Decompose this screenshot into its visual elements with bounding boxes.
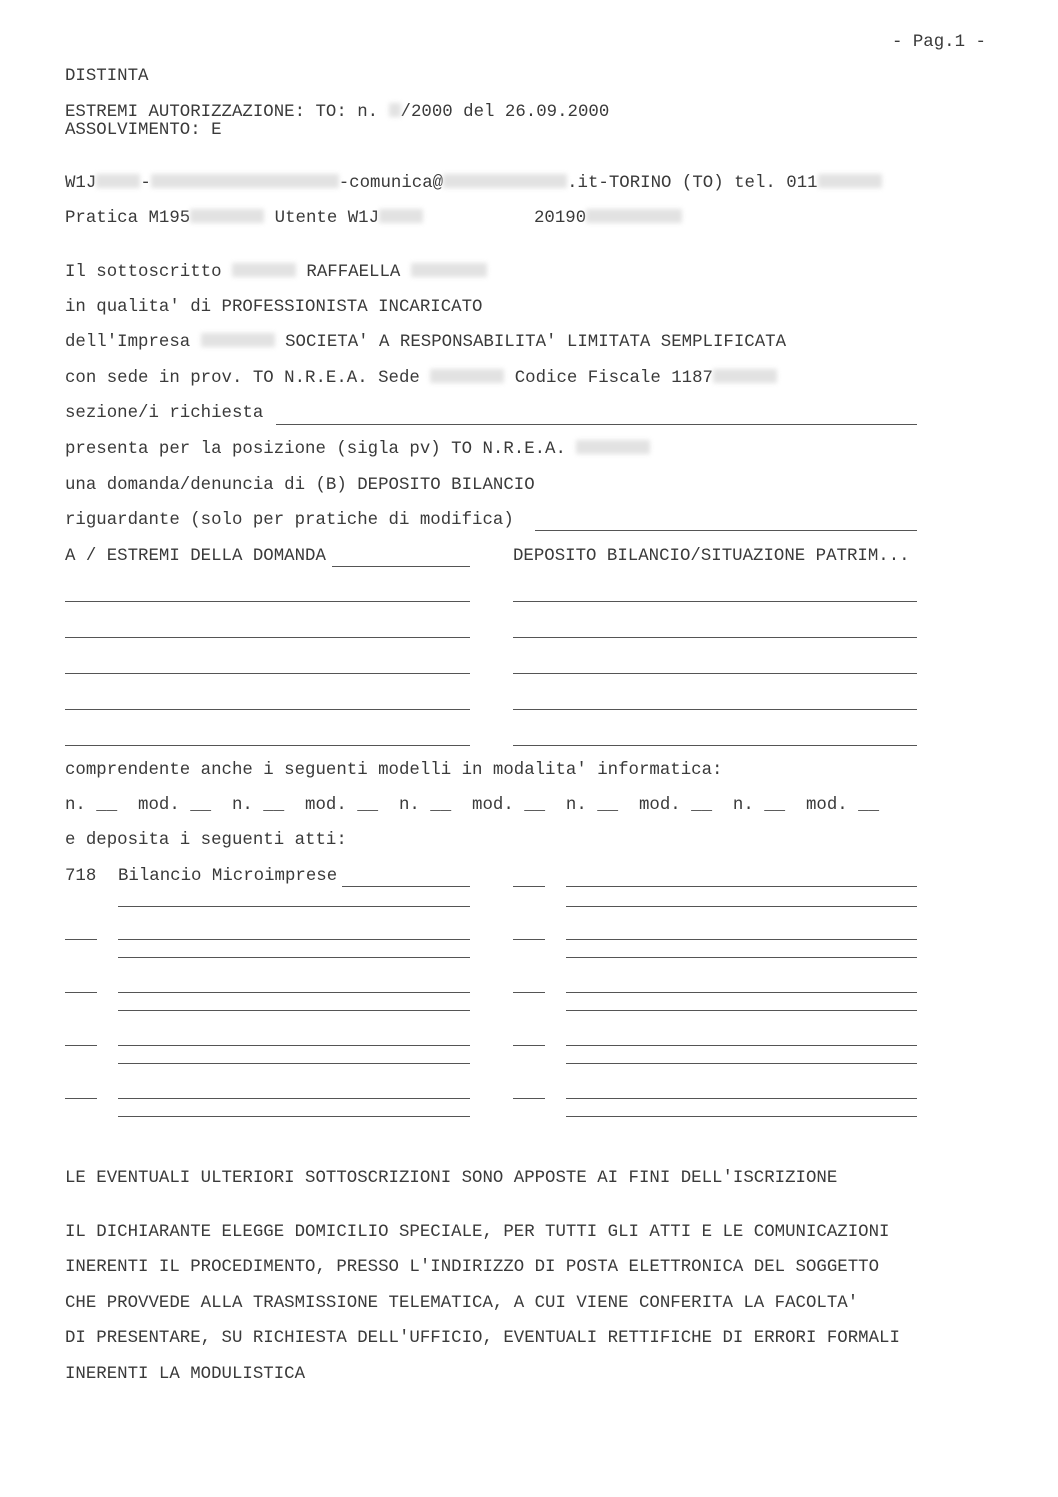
atto-name: Bilancio Microimprese	[118, 867, 338, 886]
blank-line	[513, 939, 545, 940]
sender-sep: -	[140, 174, 151, 193]
presenta-label: presenta per la posizione (sigla pv) TO N.R.E.A.	[65, 440, 577, 459]
sezione-label: sezione/i richiesta	[65, 404, 274, 423]
pratica-line	[65, 209, 423, 229]
blank-line	[513, 745, 917, 746]
blank-line	[65, 992, 97, 993]
sottoscrizioni-note: LE EVENTUALI ULTERIORI SOTTOSCRIZIONI SONO APPOSTE AI FINI DELL'ISCRIZIONE	[65, 1169, 838, 1188]
sender-email-prefix: -comunica@	[338, 174, 444, 193]
redacted-field	[379, 209, 423, 223]
pratica-number-prefix: 20190	[534, 209, 587, 228]
redacted-field	[443, 174, 567, 188]
blank-line	[65, 745, 470, 746]
blank-line	[566, 939, 917, 940]
blank-line	[342, 886, 470, 887]
domicilio-line: DI PRESENTARE, SU RICHIESTA DELL'UFFICIO, EVENTUALI RETTIFICHE DI ERRORI FORMALI	[65, 1329, 900, 1348]
presenta-line	[65, 440, 650, 460]
riguardante-blank-line	[535, 530, 917, 531]
blank-line	[118, 1063, 470, 1064]
sede-line	[65, 369, 777, 389]
blank-line	[65, 939, 97, 940]
redacted-field	[576, 440, 650, 454]
domicilio-line: INERENTI LA MODULISTICA	[65, 1365, 306, 1384]
modelli-line: n. __ mod. __ n. __ mod. __ n. __ mod. __ n. __ mod. __ n. __ mod. __	[65, 796, 880, 815]
redacted-field	[713, 369, 777, 383]
deposita-line: e deposita i seguenti atti:	[65, 831, 347, 850]
blank-line	[65, 1045, 97, 1046]
blank-line	[513, 992, 545, 993]
blank-line	[118, 1116, 470, 1117]
sede-label: con sede in prov. TO N.R.E.A. Sede	[65, 369, 431, 388]
blank-line	[118, 1098, 470, 1099]
estremi-date: /2000 del 26.09.2000	[400, 103, 610, 122]
redacted-field	[389, 103, 401, 117]
estremi-domanda-label: A / ESTREMI DELLA DOMANDA	[65, 547, 326, 566]
sender-code: W1J	[65, 174, 97, 193]
redacted-field	[586, 209, 682, 223]
blank-line	[513, 1045, 545, 1046]
impresa-line	[65, 333, 786, 353]
blank-line	[566, 1116, 917, 1117]
utente-label: Utente W1J	[264, 209, 380, 228]
blank-line	[118, 957, 470, 958]
blank-line	[118, 939, 470, 940]
domanda-line: una domanda/denuncia di (B) DEPOSITO BILANCIO	[65, 476, 535, 495]
blank-line	[566, 992, 917, 993]
redacted-field	[430, 369, 504, 383]
blank-line	[566, 906, 917, 907]
blank-line	[566, 1045, 917, 1046]
blank-line	[65, 673, 470, 674]
blank-line	[513, 1098, 545, 1099]
blank-line	[513, 637, 917, 638]
atto-code: 718	[65, 867, 97, 886]
redacted-field	[151, 174, 339, 188]
blank-line	[566, 1098, 917, 1099]
redacted-field	[232, 263, 296, 277]
blank-line	[566, 886, 917, 887]
blank-line	[566, 1010, 917, 1011]
blank-line	[513, 886, 545, 887]
redacted-field	[190, 209, 264, 223]
sottoscritto-line	[65, 263, 487, 283]
sottoscritto-label: Il sottoscritto	[65, 263, 232, 282]
redacted-field	[818, 174, 882, 188]
redacted-field	[96, 174, 140, 188]
domicilio-line: CHE PROVVEDE ALLA TRASMISSIONE TELEMATICA, A CUI VIENE CONFERITA LA FACOLTA'	[65, 1294, 859, 1313]
blank-line	[65, 709, 470, 710]
blank-line	[513, 709, 917, 710]
redacted-field	[201, 333, 275, 347]
page-number: - Pag.1 -	[892, 33, 986, 52]
estremi-domanda-line	[332, 566, 470, 567]
comprendente-line: comprendente anche i seguenti modelli in modalita' informatica:	[65, 761, 723, 780]
impresa-label: dell'Impresa	[65, 333, 201, 352]
qualita-line: in qualita' di PROFESSIONISTA INCARICATO	[65, 298, 483, 317]
codice-fiscale: Codice Fiscale 1187	[504, 369, 713, 388]
blank-line	[65, 601, 470, 602]
estremi-autorizzazione	[65, 103, 609, 123]
domicilio-line: INERENTI IL PROCEDIMENTO, PRESSO L'INDIRIZZO DI POSTA ELETTRONICA DEL SOGGETTO	[65, 1258, 880, 1277]
riguardante-label: riguardante (solo per pratiche di modifica)	[65, 511, 525, 530]
blank-line	[118, 992, 470, 993]
blank-line	[513, 673, 917, 674]
redacted-field	[411, 263, 487, 277]
blank-line	[566, 1063, 917, 1064]
sottoscritto-name: RAFFAELLA	[295, 263, 411, 282]
blank-line	[65, 637, 470, 638]
pratica-number	[534, 209, 682, 229]
blank-line	[118, 1010, 470, 1011]
domicilio-line: IL DICHIARANTE ELEGGE DOMICILIO SPECIALE, PER TUTTI GLI ATTI E LE COMUNICAZIONI	[65, 1223, 890, 1242]
blank-line	[513, 601, 917, 602]
blank-line	[118, 906, 470, 907]
blank-line	[118, 1045, 470, 1046]
sender-line	[65, 174, 882, 194]
document-title: DISTINTA	[65, 67, 149, 86]
estremi-label: ESTREMI AUTORIZZAZIONE: TO: n.	[65, 103, 389, 122]
pratica-code: Pratica M195	[65, 209, 191, 228]
assolvimento: ASSOLVIMENTO: E	[65, 121, 222, 140]
blank-line	[566, 957, 917, 958]
impresa-type: SOCIETA' A RESPONSABILITA' LIMITATA SEMPLIFICATA	[274, 333, 787, 352]
deposito-label: DEPOSITO BILANCIO/SITUAZIONE PATRIM...	[513, 547, 910, 566]
sender-city-tel: .it-TORINO (TO) tel. 011	[567, 174, 818, 193]
blank-line	[65, 1098, 97, 1099]
sezione-blank-line	[276, 424, 917, 425]
